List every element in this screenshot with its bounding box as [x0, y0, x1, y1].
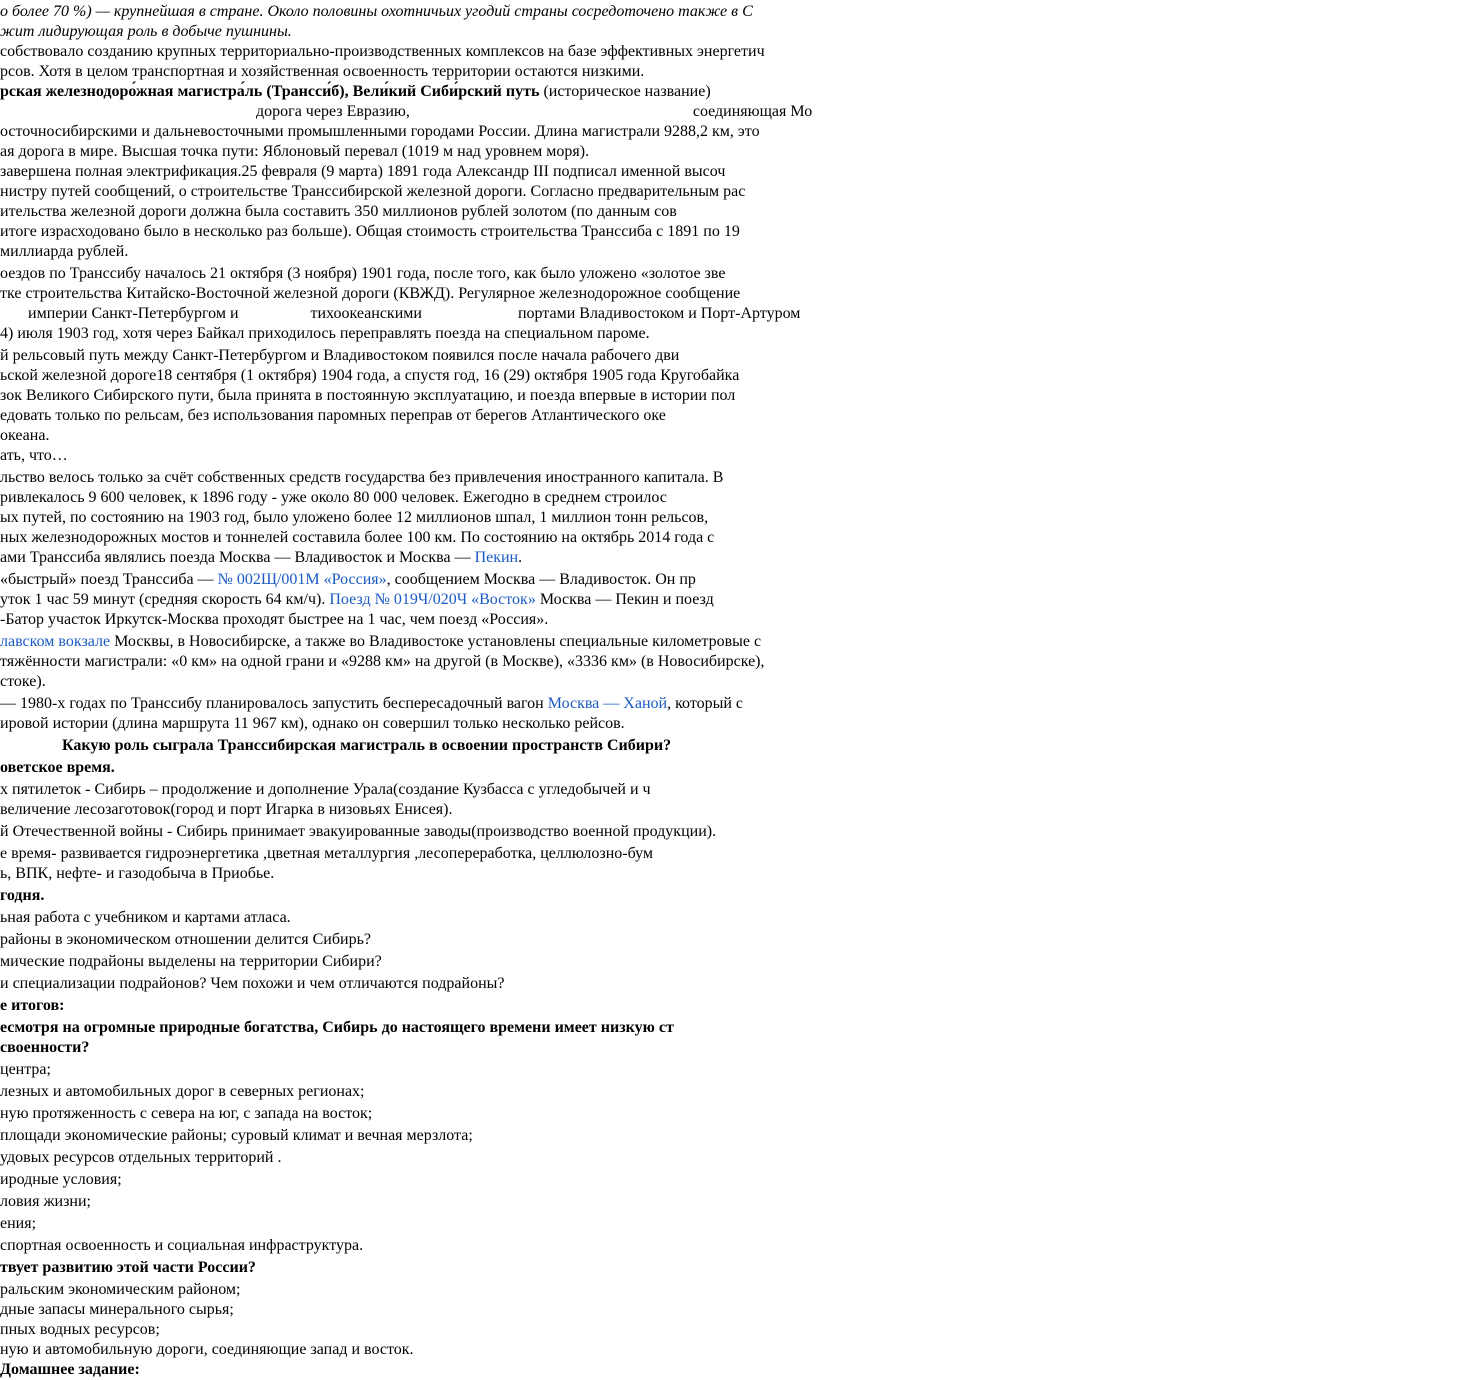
list-item: ральским экономическим районом;	[0, 1281, 241, 1298]
text-line: оездов по Транссибу началось 21 октября (3 ноября) 1901 года, после того, как было уложено «золотое зве	[0, 265, 726, 282]
list-item: ную протяженность с севера на юг, с запада на восток;	[0, 1105, 373, 1122]
text-line: нистру путей сообщений, о строительстве Транссибирской железной дороги. Согласно предварительным рас	[0, 183, 746, 200]
section-heading: Домашнее задание:	[0, 1361, 140, 1378]
text-line: й рельсовый путь между Санкт-Петербургом и Владивостоком появился после начала рабочего дви	[0, 347, 680, 364]
text-line	[0, 548, 1400, 568]
text-line: о более 70 %) — крупнейшая в стране. Около половины охотничьих угодий страны сосредоточено также в С	[0, 3, 753, 20]
list-item: ную и автомобильную дороги, соединяющие запад и восток.	[0, 1341, 414, 1358]
link-train-vostok[interactable]: Поезд № 019Ч/020Ч «Восток»	[329, 591, 536, 608]
text-line	[0, 632, 1400, 652]
text-line	[0, 694, 1400, 714]
text-fragment: — 1980-х годах по Транссибу планировалось запустить беспересадочный вагон	[0, 695, 548, 712]
text-line: зок Великого Сибирского пути, была принята в постоянную эксплуатацию, и поезда впервые в истории пол	[0, 387, 736, 404]
text-fragment: империи Санкт-Петербургом и	[24, 305, 239, 322]
list-item: лезных и автомобильных дорог в северных регионах;	[0, 1083, 365, 1100]
list-item: дные запасы минерального сырья;	[0, 1301, 234, 1318]
text-line: едовать только по рельсам, без использования паромных переправ от берегов Атлантического оке	[0, 407, 666, 424]
text-line	[0, 102, 1400, 122]
text-line: 4) июля 1903 год, хотя через Байкал приходилось переправлять поезда на специальном пароме.	[0, 325, 650, 342]
text-line: осточносибирскими и дальневосточными промышленными городами России. Длина магистрали 9288,2 км, это	[0, 123, 760, 140]
text-line	[0, 82, 1400, 102]
text-line: рсов. Хотя в целом транспортная и хозяйственная освоенность территории остаются низкими.	[0, 63, 645, 80]
link-train-rossiya[interactable]: № 002Щ/001М «Россия»	[217, 571, 387, 588]
list-item: площади экономические районы; суровый климат и вечная мерзлота;	[0, 1127, 473, 1144]
text-line: итоге израсходовано было в несколько раз больше). Общая стоимость строительства Транссиба с 1891 по 19	[0, 223, 740, 240]
text-line: ых путей, по состоянию на 1903 год, было уложено более 12 миллионов шпал, 1 миллион тонн рельсов,	[0, 509, 709, 526]
list-item: ловия жизни;	[0, 1193, 91, 1210]
text-line: х пятилеток - Сибирь – продолжение и дополнение Урала(создание Кузбасса с угледобычей и ч	[0, 781, 651, 798]
text-fragment: , который с	[667, 695, 744, 712]
heading-transsib: рская железнодоро́жная магистра́ль (Трансси́б), Вели́кий Сиби́рский путь	[0, 83, 540, 100]
link-peking[interactable]: Пекин	[474, 549, 519, 566]
text-fragment: портами Владивостоком и Порт-Артуром	[517, 305, 801, 322]
text-fragment: .	[518, 549, 523, 566]
text-line: жит лидирующая роль в добыче пушнины.	[0, 23, 292, 40]
text-line: и специализации подрайонов? Чем похожи и чем отличаются подрайоны?	[0, 975, 505, 992]
link-moskva[interactable]: Москва	[547, 695, 600, 712]
text-line: мические подрайоны выделены на территории Сибири?	[0, 953, 382, 970]
link-hanoi[interactable]: Ханой	[623, 695, 668, 712]
list-item: центра;	[0, 1061, 51, 1078]
text-fragment: тихоокеанскими	[310, 305, 422, 322]
text-fragment: уток 1 час 59 минут (средняя скорость 64 км/ч).	[0, 591, 330, 608]
text-line: ривлекалось 9 600 человек, к 1896 году - уже около 80 000 человек. Ежегодно в среднем строилос	[0, 489, 667, 506]
section-heading: е итогов:	[0, 997, 65, 1014]
list-item: спортная освоенность и социальная инфраструктура.	[0, 1237, 364, 1254]
text-fragment: Москвы, в Новосибирске, а также во Владивостоке установлены специальные километровые с	[110, 633, 762, 650]
text-line: тке строительства Китайско-Восточной железной дороги (КВЖД). Регулярное железнодорожное сообщение	[0, 285, 741, 302]
text-fragment: ами Транссиба являлись поезда Москва — Владивосток и Москва —	[0, 549, 475, 566]
text-line	[0, 590, 1400, 610]
text-line: ьской железной дороге18 сентября (1 октября) 1904 года, а спустя год, 16 (29) октября 1905 года Кругобайка	[0, 367, 740, 384]
text-line: районы в экономическом отношении делится Сибирь?	[0, 931, 371, 948]
question-heading: есмотря на огромные природные богатства, Сибирь до настоящего времени имеет низкую ст	[0, 1019, 674, 1036]
list-item: удовых ресурсов отдельных территорий .	[0, 1149, 282, 1166]
list-item: иродные условия;	[0, 1171, 122, 1188]
text-line: ьная работа с учебником и картами атласа.	[0, 909, 291, 926]
text-fragment: , сообщением Москва — Владивосток. Он пр	[386, 571, 696, 588]
text-line: ительства железной дороги должна была составить 350 миллионов рублей золотом (по данным сов	[0, 203, 677, 220]
text-fragment: «быстрый» поезд Транссиба —	[0, 571, 218, 588]
text-line: океана.	[0, 427, 50, 444]
text-line: миллиарда рублей.	[0, 243, 129, 260]
text-fragment: Москва — Пекин и поезд	[535, 591, 714, 608]
section-heading: оветское время.	[0, 759, 115, 776]
text-line: льство велось только за счёт собственных средств государства без привлечения иностранного капитала. В	[0, 469, 724, 486]
text-line: ь, ВПК, нефте- и газодобыча в Приобье.	[0, 865, 275, 882]
list-item: ения;	[0, 1215, 37, 1232]
text-line: ировой истории (длина маршрута 11 967 км), однако он совершил только несколько рейсов.	[0, 715, 625, 732]
text-line: тяжённости магистрали: «0 км» на одной грани и «9288 км» на другой (в Москве), «3336 км» (в Новосибирске),	[0, 653, 765, 670]
text-line: ных железнодорожных мостов и тоннелей составила более 100 км. По состоянию на октябрь 2014 года с	[0, 529, 715, 546]
section-heading: годня.	[0, 887, 45, 904]
text-line: е время- развивается гидроэнергетика ,цветная металлургия ,лесопереработка, целлюлозно-бум	[0, 845, 654, 862]
text-line: -Батор участок Иркутск-Москва проходят быстрее на 1 час, чем поезд «Россия».	[0, 611, 549, 628]
text-fragment: —	[599, 695, 624, 712]
section-heading: Какую роль сыграла Транссибирская магистраль в освоении пространств Сибири?	[62, 737, 672, 754]
text-line: завершена полная электрификация.25 февраля (9 марта) 1891 года Александр III подписал именной высоч	[0, 163, 726, 180]
text-line: собствовало созданию крупных территориально-производственных комплексов на базе эффективных энергетич	[0, 43, 765, 60]
link-yaroslavsky-station[interactable]: лавском вокзале	[0, 633, 111, 650]
text-line	[0, 570, 1400, 590]
text-line: величение лесозаготовок(город и порт Игарка в низовьях Енисея).	[0, 801, 453, 818]
text-line: стоке).	[0, 673, 46, 690]
list-item: пных водных ресурсов;	[0, 1321, 160, 1338]
text-line: й Отечественной войны - Сибирь принимает эвакуированные заводы(производство военной продукции).	[0, 823, 717, 840]
text-fragment: (историческое название)	[539, 83, 711, 100]
text-fragment: дорога через Евразию,	[256, 103, 410, 120]
question-heading: твует развитию этой части России?	[0, 1259, 256, 1276]
text-fragment: соединяющая Мо	[692, 103, 813, 120]
question-heading: своенности?	[0, 1039, 90, 1056]
text-line	[0, 304, 1400, 324]
text-line: ать, что…	[0, 447, 68, 464]
text-line: ая дорога в мире. Высшая точка пути: Яблоновый перевал (1019 м над уровнем моря).	[0, 143, 590, 160]
